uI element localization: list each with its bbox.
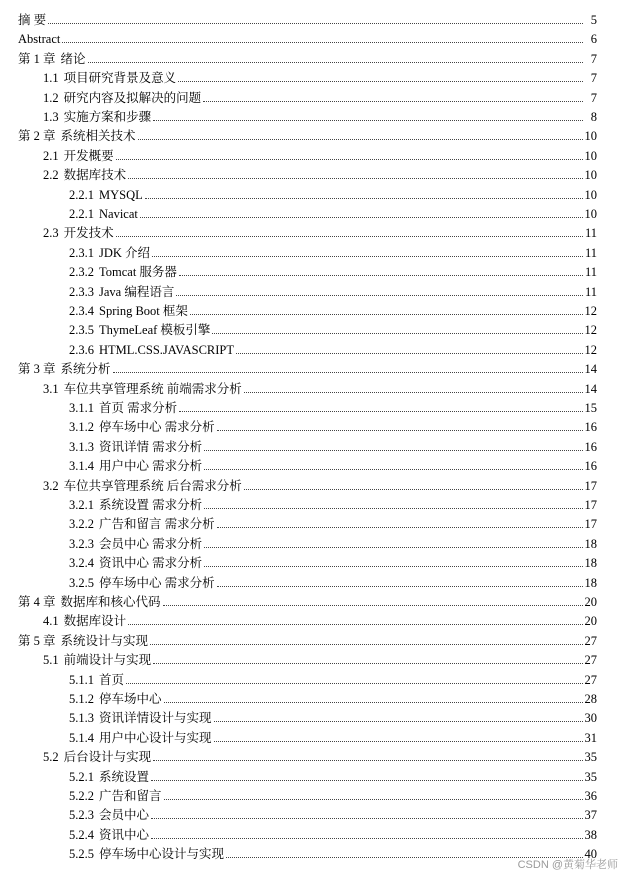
toc-page-number: 18 (584, 556, 597, 571)
toc-entry-title: 会员中心 (99, 808, 150, 823)
toc-page-number: 10 (584, 148, 597, 163)
toc-entry-title: 数据库设计 (63, 614, 127, 629)
toc-entry-title: Tomcat 服务器 (99, 265, 177, 280)
toc-entry[interactable] (69, 670, 597, 688)
toc-entry[interactable] (18, 592, 597, 610)
toc-page-number: 20 (584, 614, 597, 629)
toc-dot-leader (153, 663, 582, 664)
toc-page-number: 38 (584, 827, 597, 842)
toc-page-number: 11 (584, 226, 597, 241)
toc-dot-leader (214, 741, 583, 742)
toc-entry[interactable] (18, 359, 597, 377)
toc-page-number: 16 (584, 420, 597, 435)
toc-page-number: 7 (590, 51, 597, 66)
toc-page-number: 8 (590, 110, 597, 124)
toc-entry-title: Abstract (18, 32, 61, 47)
toc-entry-number: 1.2 (43, 90, 59, 105)
toc-entry-title: 系统设置 需求分析 (99, 498, 203, 512)
toc-page-number: 35 (584, 769, 597, 784)
toc-dot-leader (236, 353, 582, 354)
toc-entry[interactable] (69, 805, 597, 823)
toc-entry-number: 2.2.1 (69, 187, 94, 202)
toc-dot-leader (151, 838, 582, 839)
toc-entry[interactable] (43, 165, 597, 183)
toc-dot-leader (203, 101, 583, 102)
toc-entry[interactable] (69, 689, 597, 707)
toc-page-number: 15 (584, 401, 597, 415)
toc-entry-number: 2.3.2 (69, 265, 94, 280)
toc-entry[interactable] (69, 514, 597, 532)
toc-entry-title: Spring Boot 框架 (99, 304, 188, 318)
toc-page-number: 18 (584, 536, 597, 551)
toc-entry-title: 停车场中心 需求分析 (99, 575, 215, 590)
toc-page-number: 31 (584, 730, 597, 745)
toc-entry-number: 2.3.5 (69, 323, 94, 338)
toc-entry-title: 车位共享管理系统 前端需求分析 (63, 381, 242, 396)
toc-entry[interactable] (18, 49, 597, 67)
toc-dot-leader (145, 198, 583, 199)
toc-entry-title: 开发概要 (63, 148, 114, 163)
toc-entry-title: 用户中心设计与实现 (99, 730, 212, 745)
toc-entry-title: HTML.CSS.JAVASCRIPT (99, 342, 235, 357)
toc-dot-leader (204, 450, 582, 451)
toc-entry-title: 停车场中心 需求分析 (99, 420, 215, 435)
toc-page-number: 37 (584, 808, 597, 823)
toc-dot-leader (217, 527, 583, 528)
toc-page-number: 12 (584, 323, 597, 338)
toc-entry-number: 3.1.1 (69, 401, 94, 415)
toc-entry-title: 项目研究背景及意义 (63, 71, 177, 86)
toc-dot-leader (128, 624, 582, 625)
toc-dot-leader (153, 760, 582, 761)
toc-entry[interactable] (69, 573, 597, 591)
toc-dot-leader (128, 178, 582, 179)
toc-dot-leader (204, 547, 582, 548)
toc-entry[interactable] (18, 126, 597, 144)
toc-entry-number: 3.2.5 (69, 575, 94, 590)
toc-page-number: 36 (584, 789, 597, 803)
toc-entry[interactable] (18, 29, 597, 47)
toc-entry[interactable] (43, 68, 597, 86)
toc-entry[interactable] (69, 320, 597, 338)
toc-entry[interactable] (69, 340, 597, 358)
toc-dot-leader (214, 721, 583, 722)
toc-entry-number: 2.3.4 (69, 304, 94, 318)
toc-page-number: 10 (584, 207, 597, 221)
toc-entry-number: 5.2.3 (69, 808, 94, 823)
toc-entry-number: 5.1 (43, 653, 59, 668)
toc-entry[interactable] (18, 631, 597, 649)
toc-page-number: 10 (584, 129, 597, 144)
toc-entry[interactable] (43, 223, 597, 241)
toc-entry-number: 2.3.6 (69, 342, 94, 357)
toc-entry[interactable] (43, 747, 597, 765)
toc-entry-number: 5.2.5 (69, 847, 94, 862)
toc-entry-number: 第 3 章 (18, 362, 56, 377)
toc-dot-leader (179, 275, 583, 276)
toc-dot-leader (62, 42, 583, 43)
toc-page-number: 11 (584, 245, 597, 260)
toc-page-number: 20 (584, 595, 597, 609)
toc-dot-leader (140, 217, 583, 218)
toc-dot-leader (204, 508, 582, 509)
toc-entry[interactable] (69, 437, 597, 455)
toc-page-number: 27 (584, 633, 597, 648)
toc-entry-number: 3.1 (43, 381, 59, 396)
toc-dot-leader (212, 333, 582, 334)
toc-entry-number: 3.1.4 (69, 459, 94, 474)
toc-entry-title: 广告和留言 (99, 789, 162, 803)
toc-dot-leader (151, 780, 582, 781)
toc-entry-title: 数据库技术 (63, 168, 127, 183)
toc-entry[interactable] (43, 146, 597, 164)
toc-dot-leader (179, 411, 582, 412)
toc-entry[interactable] (69, 534, 597, 552)
toc-entry-number: 3.2.4 (69, 556, 94, 571)
toc-entry-number: 3.2 (43, 478, 59, 493)
toc-page-number: 6 (590, 32, 597, 47)
toc-entry-number: 3.2.1 (69, 498, 94, 512)
toc-page-number: 10 (584, 187, 597, 202)
toc-entry-title: 系统分析 (60, 362, 111, 377)
toc-dot-leader (113, 372, 583, 373)
toc-entry-title: 车位共享管理系统 后台需求分析 (63, 478, 242, 493)
csdn-watermark: CSDN @黄菊华老师 (517, 859, 618, 871)
toc-entry-title: 摘 要 (18, 13, 47, 27)
toc-dot-leader (190, 314, 583, 315)
toc-page-number: 12 (584, 304, 597, 318)
toc-entry[interactable] (69, 708, 597, 726)
toc-entry-title: 首页 (99, 672, 125, 687)
toc-entry[interactable] (69, 398, 597, 416)
toc-dot-leader (153, 120, 583, 121)
toc-entry-number: 4.1 (43, 614, 59, 629)
toc-entry[interactable] (43, 107, 597, 125)
toc-entry-title: 开发技术 (63, 226, 114, 241)
toc-entry-title: 停车场中心设计与实现 (99, 847, 225, 862)
toc-entry-number: 第 1 章 (18, 51, 56, 66)
toc-entry-number: 2.3 (43, 226, 59, 241)
toc-dot-leader (48, 23, 583, 24)
toc-entry-title: 系统相关技术 (60, 129, 136, 144)
toc-page-number: 17 (584, 498, 597, 512)
toc-entry[interactable] (43, 88, 597, 106)
toc-page-number: 10 (584, 168, 597, 183)
toc-entry[interactable] (69, 825, 597, 843)
toc-entry[interactable] (69, 301, 597, 319)
toc-entry[interactable] (69, 553, 597, 571)
toc-dot-leader (217, 586, 583, 587)
toc-entry-title: 前端设计与实现 (63, 653, 152, 668)
toc-entry-number: 2.1 (43, 148, 59, 163)
toc-page-number: 7 (590, 71, 597, 86)
toc-page-number: 7 (590, 90, 597, 105)
toc-entry-number: 3.1.3 (69, 439, 94, 454)
toc-entry[interactable] (43, 650, 597, 668)
toc-page-number: 11 (584, 265, 597, 280)
toc-entry-number: 5.2.2 (69, 789, 94, 803)
toc-entry-title: 首页 需求分析 (99, 401, 178, 415)
toc-dot-leader (151, 818, 582, 819)
toc-entry-title: 广告和留言 需求分析 (99, 517, 215, 532)
toc-entry[interactable] (69, 786, 597, 804)
toc-entry-number: 5.2 (43, 750, 59, 765)
toc-entry[interactable] (69, 456, 597, 474)
toc-entry-title: 绪论 (60, 51, 86, 66)
toc-entry-number: 5.1.4 (69, 730, 94, 745)
toc-entry[interactable] (69, 243, 597, 261)
toc-entry-number: 2.2.1 (69, 207, 94, 221)
toc-entry-number: 5.2.4 (69, 827, 94, 842)
toc-entry-number: 5.1.2 (69, 692, 94, 706)
toc-entry-title: 资讯详情设计与实现 (99, 711, 212, 726)
toc-entry[interactable] (69, 262, 597, 280)
toc-dot-leader (244, 392, 583, 393)
toc-entry[interactable] (69, 282, 597, 300)
toc-entry-title: JDK 介绍 (99, 245, 151, 260)
toc-entry-title: 系统设置 (99, 769, 150, 784)
toc-dot-leader (217, 430, 583, 431)
toc-entry-title: 研究内容及拟解决的问题 (63, 90, 202, 105)
toc-dot-leader (116, 236, 583, 237)
toc-dot-leader (204, 566, 582, 567)
toc-dot-leader (138, 139, 583, 140)
toc-page-number: 11 (584, 284, 597, 299)
toc-page-number: 12 (584, 342, 597, 357)
toc-entry[interactable] (43, 611, 597, 629)
toc-entry-title: 实施方案和步骤 (63, 110, 152, 124)
toc-entry-number: 2.3.1 (69, 245, 94, 260)
toc-entry-title: 资讯中心 需求分析 (99, 556, 203, 571)
toc-dot-leader (163, 605, 583, 606)
toc-entry-number: 1.1 (43, 71, 59, 86)
toc-dot-leader (116, 159, 583, 160)
toc-entry-number: 2.3.3 (69, 284, 94, 299)
toc-dot-leader (244, 489, 583, 490)
toc-page-number: 40 (584, 847, 597, 862)
toc-page-number: 35 (584, 750, 597, 765)
toc-entry-title: 用户中心 需求分析 (99, 459, 203, 474)
toc-entry[interactable] (69, 767, 597, 785)
toc-page-number: 16 (584, 439, 597, 454)
toc-entry[interactable] (18, 10, 597, 28)
toc-entry-title: 数据库和核心代码 (60, 595, 161, 609)
toc-entry-title: 停车场中心 (99, 692, 162, 706)
toc-page-number: 14 (584, 362, 597, 377)
toc-page-number: 30 (584, 711, 597, 726)
toc-entry-number: 第 5 章 (18, 633, 56, 648)
toc-entry-number: 3.2.2 (69, 517, 94, 532)
toc-page-number: 5 (590, 13, 597, 27)
toc-page-number: 17 (584, 517, 597, 532)
toc-entry-title: MYSQL (99, 187, 143, 202)
toc-dot-leader (178, 81, 583, 82)
toc-entry[interactable] (69, 185, 597, 203)
toc-page-number: 16 (584, 459, 597, 474)
toc-entry[interactable] (69, 495, 597, 513)
toc-entry-title: 资讯详情 需求分析 (99, 439, 203, 454)
toc-entry-title: ThymeLeaf 模板引擎 (99, 323, 211, 338)
toc-entry-number: 3.2.3 (69, 536, 94, 551)
toc-page-number: 27 (584, 672, 597, 687)
toc-entry-number: 5.2.1 (69, 769, 94, 784)
toc-entry-number: 第 4 章 (18, 595, 56, 609)
toc-dot-leader (164, 702, 583, 703)
toc-page-number: 14 (584, 381, 597, 396)
toc-entry-number: 2.2 (43, 168, 59, 183)
toc-entry-number: 1.3 (43, 110, 59, 124)
toc-dot-leader (176, 295, 583, 296)
toc-entry-number: 3.1.2 (69, 420, 94, 435)
toc-entry[interactable] (43, 476, 597, 494)
toc-entry[interactable] (69, 417, 597, 435)
toc-page-number: 27 (584, 653, 597, 668)
toc-page-number: 17 (584, 478, 597, 493)
toc-dot-leader (152, 256, 583, 257)
toc-dot-leader (126, 683, 582, 684)
toc-entry-number: 5.1.1 (69, 672, 94, 687)
toc-dot-leader (164, 799, 583, 800)
toc-dot-leader (150, 644, 582, 645)
toc-entry-title: 资讯中心 (99, 827, 150, 842)
toc-entry-title: Navicat (99, 207, 138, 221)
toc-entry[interactable] (69, 204, 597, 222)
toc-dot-leader (88, 62, 583, 63)
toc-entry[interactable] (43, 379, 597, 397)
toc-page-number: 18 (584, 575, 597, 590)
toc-entry-title: Java 编程语言 (99, 284, 175, 299)
toc-entry-title: 后台设计与实现 (63, 750, 152, 765)
toc-entry-number: 5.1.3 (69, 711, 94, 726)
toc-entry[interactable] (69, 728, 597, 746)
toc-page-number: 28 (584, 692, 597, 706)
toc-entry-number: 第 2 章 (18, 129, 56, 144)
toc-entry-title: 会员中心 需求分析 (99, 536, 203, 551)
toc-dot-leader (204, 469, 582, 470)
toc-entry-title: 系统设计与实现 (60, 633, 149, 648)
